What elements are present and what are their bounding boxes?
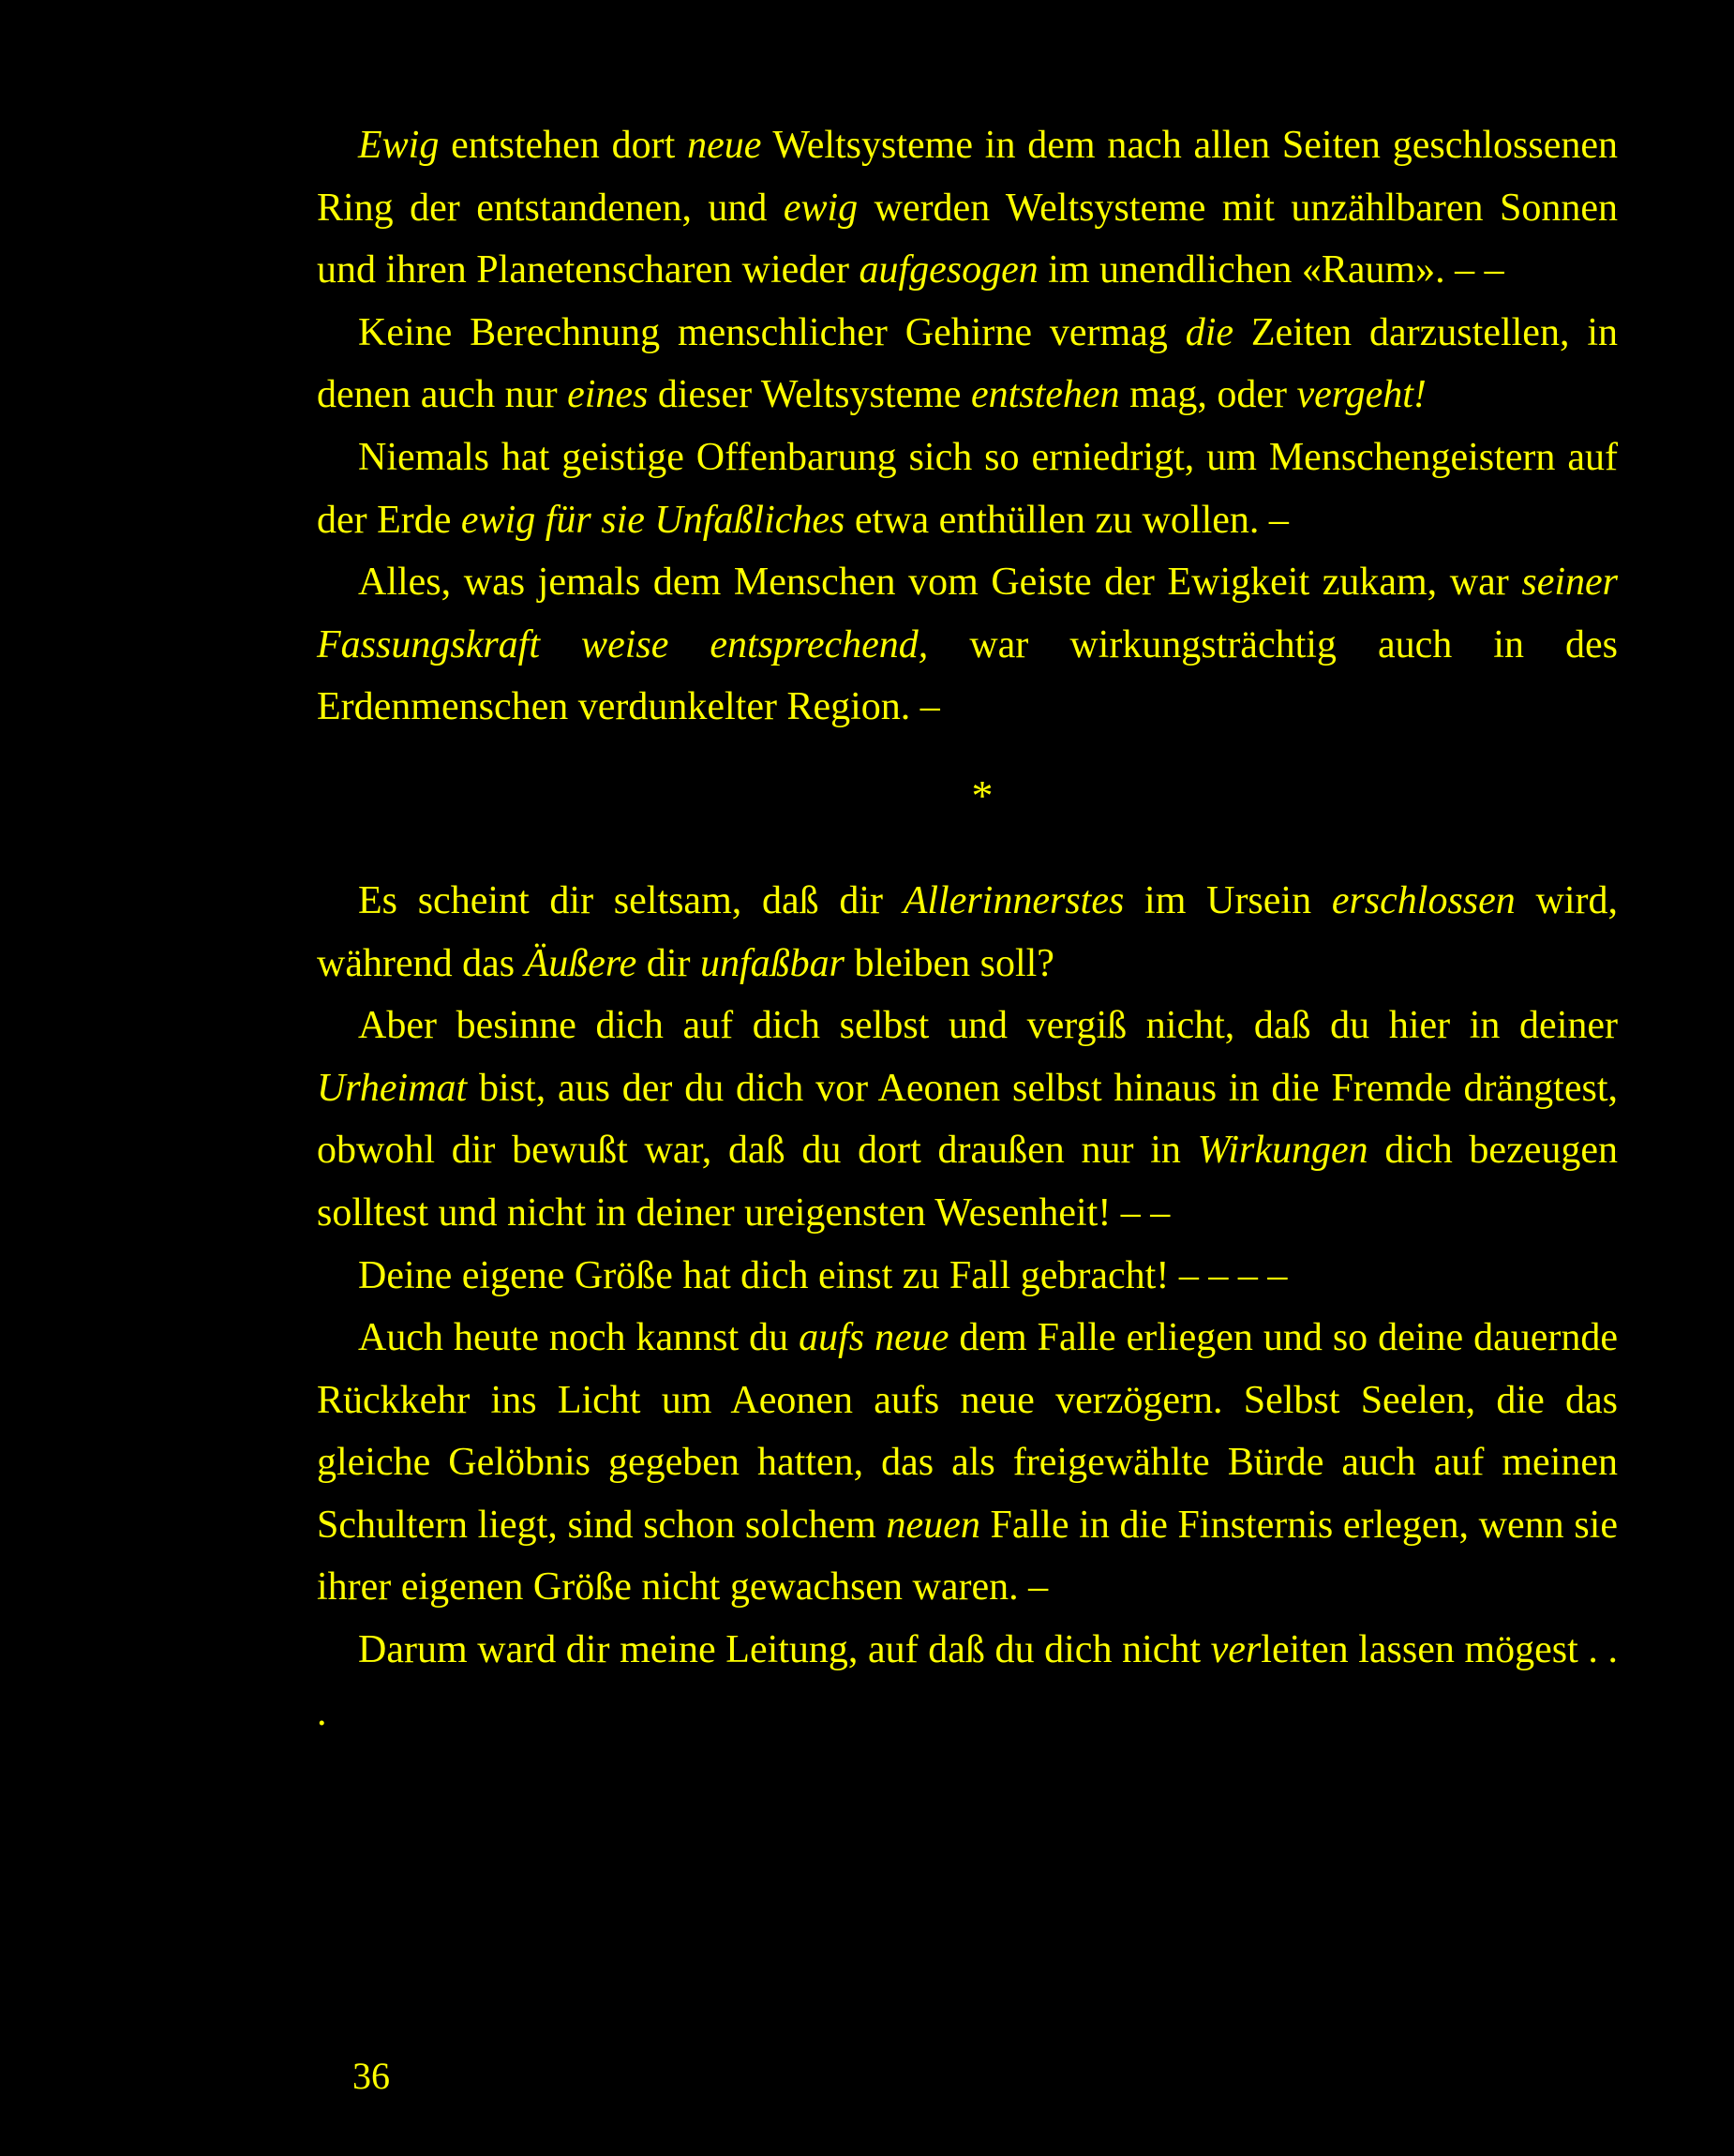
text-run: Keine Berechnung menschlicher Gehirne vermag bbox=[358, 310, 1186, 354]
emphasized-text: neuen bbox=[886, 1503, 980, 1547]
text-run: im Ursein bbox=[1124, 878, 1332, 922]
paragraph bbox=[317, 302, 1618, 427]
paragraph bbox=[317, 870, 1618, 995]
text-run: werden Weltsysteme mit unzählbaren Sonnen und ihren Planetenscharen wieder bbox=[317, 186, 1618, 292]
emphasized-text: Äußere bbox=[524, 941, 637, 985]
page-number: 36 bbox=[352, 2055, 390, 2097]
text-run: Auch heute noch kannst du bbox=[358, 1316, 800, 1360]
paragraph bbox=[317, 1619, 1618, 1744]
body-text bbox=[317, 114, 1618, 1744]
text-run: Falle in die Finsternis erlegen, wenn sie ihrer eigenen Größe nicht gewachsen waren. – bbox=[317, 1503, 1618, 1610]
text-run: etwa enthüllen zu wollen. – bbox=[845, 498, 1289, 542]
text-run: Niemals hat geistige Offenbarung sich so erniedrigt, um Menschengeistern auf der Erde bbox=[317, 435, 1618, 542]
emphasized-text: ewig bbox=[783, 186, 859, 230]
emphasized-text: Ewig bbox=[358, 124, 440, 167]
emphasized-text: vergeht! bbox=[1296, 373, 1427, 417]
text-run: Aber besinne dich auf dich selbst und vergiß nicht, daß du hier in deiner bbox=[358, 1004, 1618, 1048]
emphasized-text: eines bbox=[567, 373, 649, 417]
emphasized-text: Allerinnerstes bbox=[903, 878, 1125, 922]
text-run: bleiben soll? bbox=[845, 941, 1054, 985]
emphasized-text: erschlossen bbox=[1331, 878, 1516, 922]
emphasized-text: entstehen bbox=[970, 373, 1120, 417]
text-run: bist, aus der du dich vor Aeonen selbst hinaus in die Fremde drängtest, obwohl dir bewußt war, daß du dort draußen nur in bbox=[317, 1066, 1618, 1173]
text-run: leiten lassen mögest . . . bbox=[317, 1628, 1618, 1734]
text-run: dir bbox=[636, 941, 700, 985]
emphasized-text: Wirkungen bbox=[1197, 1129, 1368, 1173]
text-run: Darum ward dir meine Leitung, auf daß du dich nicht bbox=[358, 1628, 1211, 1672]
text-run: Deine eigene Größe hat dich einst zu Fall gebracht! – – – – bbox=[358, 1253, 1288, 1297]
paragraph bbox=[317, 551, 1618, 739]
emphasized-text: aufs neue bbox=[799, 1316, 949, 1360]
text-run: dem Falle erliegen und so deine dauernde Rückkehr ins Licht um Aeonen aufs neue verzögern. Selbst Seelen, die das gleiche Gelöbnis gegeben hatten, das als freigewählte Bürde auch auf meinen Schultern liegt, sind schon solchem bbox=[317, 1316, 1619, 1547]
emphasized-text: ewig für sie Unfaßliches bbox=[460, 498, 845, 542]
paragraph bbox=[317, 1245, 1618, 1308]
paragraph bbox=[317, 1307, 1618, 1619]
emphasized-text: aufgesogen bbox=[859, 248, 1039, 292]
text-run: dich bezeugen solltest und nicht in deiner ureigensten Wesenheit! – – bbox=[317, 1129, 1618, 1235]
paragraph bbox=[317, 427, 1618, 551]
emphasized-text: neue bbox=[687, 124, 762, 167]
text-run: mag, oder bbox=[1119, 373, 1297, 417]
text-run: im unendlichen «Raum». – – bbox=[1038, 248, 1504, 292]
text-run: dieser Weltsysteme bbox=[648, 373, 971, 417]
emphasized-text: ver bbox=[1210, 1628, 1262, 1672]
text-run: Weltsysteme in dem nach allen Seiten geschlossenen Ring der entstandenen, und bbox=[317, 124, 1619, 230]
emphasized-text: seiner Fassungskraft weise entsprechend, bbox=[317, 561, 1618, 666]
text-run: entstehen dort bbox=[439, 124, 688, 167]
emphasized-text: unfaßbar bbox=[699, 941, 845, 985]
text-run: Es scheint dir seltsam, daß dir bbox=[358, 878, 904, 922]
paragraph bbox=[317, 114, 1618, 302]
text-run: Alles, was jemals dem Menschen vom Geiste der Ewigkeit zukam, war bbox=[358, 561, 1522, 605]
text-run: wird, während das bbox=[317, 878, 1618, 985]
section-separator: * bbox=[971, 771, 994, 819]
emphasized-text: Urheimat bbox=[317, 1066, 468, 1110]
emphasized-text: die bbox=[1185, 310, 1234, 354]
paragraph bbox=[317, 995, 1618, 1244]
text-run: war wirkungsträchtig auch in des Erdenmenschen verdunkelter Region. – bbox=[317, 622, 1618, 729]
text-run: Zeiten darzustellen, in denen auch nur bbox=[317, 310, 1618, 417]
